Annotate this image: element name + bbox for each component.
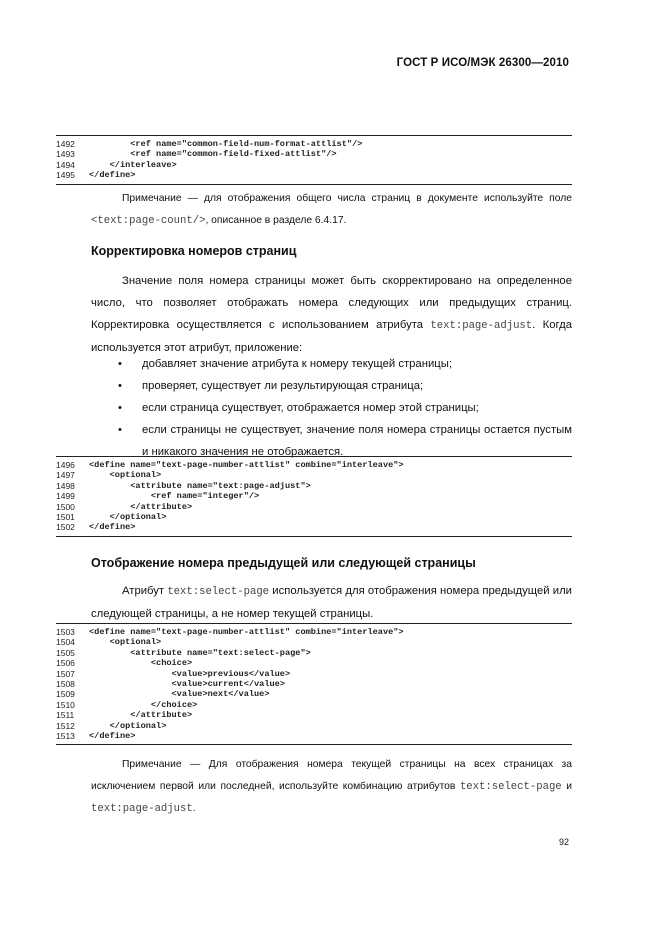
list-item: • добавляет значение атрибута к номеру текущей страницы;: [118, 353, 572, 375]
line-number: 1507: [56, 668, 75, 679]
line-number: 1508: [56, 678, 75, 689]
code-text: <value>previous</value>: [89, 668, 291, 679]
line-number: 1495: [56, 170, 75, 181]
line-number: 1496: [56, 460, 75, 470]
code-line: [56, 658, 572, 668]
code-line: [56, 470, 572, 480]
note-label: Примечание: [122, 759, 182, 770]
code-line: [56, 648, 572, 658]
code-line: [56, 460, 572, 470]
inline-code: text:select-page: [167, 586, 270, 598]
code-text: <ref name="common-field-num-format-attlist"/>: [89, 139, 363, 149]
code-line: [56, 710, 572, 720]
list-item: • проверяет, существует ли результирующая страница;: [118, 375, 572, 397]
section-heading: Корректировка номеров страниц: [91, 244, 297, 258]
line-number: 1503: [56, 627, 75, 637]
code-line: [56, 149, 572, 159]
paragraph-text: . Когда используется этот атрибут, приложение:: [91, 319, 572, 354]
page-number: 92: [558, 837, 569, 847]
code-text: <value>next</value>: [89, 689, 270, 700]
section-paragraph: [91, 580, 572, 625]
code-line: [56, 669, 572, 679]
inline-code: text:page-adjust: [91, 803, 193, 815]
line-number: 1498: [56, 480, 75, 491]
code-text: <define name="text-page-number-attlist" combine="interleave">: [89, 460, 404, 470]
code-lines: [56, 627, 572, 741]
code-rule-bottom: [56, 184, 572, 185]
line-number: 1505: [56, 647, 75, 658]
line-number: 1499: [56, 491, 75, 502]
line-number: 1501: [56, 511, 75, 522]
code-text: <attribute name="text:select-page">: [89, 647, 311, 658]
code-text: <ref name="common-field-fixed-attlist"/>: [89, 149, 337, 160]
line-number: 1500: [56, 501, 75, 512]
note-text: — Для отображения номера текущей страницы на всех страницах за исключением первой или последней, используйте комбинацию атрибутов: [91, 759, 572, 792]
inline-code: text:select-page: [459, 781, 562, 793]
code-line: [56, 721, 572, 731]
code-line: [56, 502, 572, 512]
code-text: <choice>: [89, 658, 193, 669]
code-text: </attribute>: [89, 710, 193, 721]
paragraph-text: Значение поля номера страницы может быть скорректировано на определенное число, что позволяет отображать номера следующих или предыдущих страниц. Корректировка осуществляется с использованием атрибута: [91, 275, 572, 331]
note-text: и: [561, 781, 572, 792]
line-number: 1510: [56, 699, 75, 710]
line-number: 1504: [56, 637, 75, 648]
line-number: 1512: [56, 720, 75, 731]
code-line: [56, 481, 572, 491]
bullet-icon: •: [118, 380, 122, 392]
bullet-list: [118, 353, 572, 463]
code-line: [56, 700, 572, 710]
code-text: </define>: [89, 170, 136, 181]
paragraph-text: используется для отображения номера предыдущей или следующей страницы, а не номер текущей страницы.: [91, 585, 572, 620]
code-text: </define>: [89, 522, 136, 533]
code-listing-2: [56, 456, 572, 537]
code-text: <optional>: [89, 637, 162, 648]
code-text: <define name="text-page-number-attlist" combine="interleave">: [89, 627, 404, 637]
line-number: 1494: [56, 159, 75, 170]
paragraph-text: Атрибут: [122, 585, 168, 597]
code-line: [56, 491, 572, 501]
code-line: [56, 679, 572, 689]
list-item: • если страницы не существует, значение поля номера страницы остается пустым и никакого значения не отображается.: [118, 419, 572, 463]
bullet-icon: •: [118, 424, 122, 436]
code-lines: [56, 460, 572, 533]
line-number: 1497: [56, 470, 75, 481]
note-2: [91, 754, 572, 820]
line-number: 1509: [56, 689, 75, 700]
note-text: .: [192, 803, 196, 814]
code-rule-bottom: [56, 744, 572, 745]
inline-code: text:page-adjust: [430, 320, 533, 332]
code-text: </choice>: [89, 699, 198, 710]
line-number: 1513: [56, 730, 75, 741]
code-line: [56, 139, 572, 149]
code-rule-bottom: [56, 536, 572, 537]
document-header-title: ГОСТ Р ИСО/МЭК 26300—2010: [396, 57, 569, 69]
note-text: — для отображения общего числа страниц в документе используйте поле: [181, 193, 572, 204]
bullet-icon: •: [118, 402, 122, 414]
list-item: • если страница существует, отображается номер этой страницы;: [118, 397, 572, 419]
line-number: 1493: [56, 149, 75, 160]
section-paragraph: [91, 270, 572, 359]
note-1: [91, 188, 572, 232]
code-listing-1: [56, 135, 572, 185]
code-text: </optional>: [89, 511, 167, 522]
section-heading: Отображение номера предыдущей или следующей страницы: [91, 556, 476, 570]
code-lines: [56, 139, 572, 181]
code-text: <optional>: [89, 470, 162, 481]
code-line: [56, 522, 572, 532]
line-number: 1511: [56, 710, 75, 721]
code-line: [56, 627, 572, 637]
code-text: <value>current</value>: [89, 678, 285, 689]
line-number: 1502: [56, 522, 75, 533]
code-listing-3: [56, 623, 572, 745]
code-text: </interleave>: [89, 159, 177, 170]
line-number: 1492: [56, 139, 75, 149]
note-label: Примечание: [122, 193, 182, 204]
bullet-icon: •: [118, 358, 122, 370]
code-text: <ref name="integer"/>: [89, 491, 260, 502]
code-line: [56, 512, 572, 522]
code-text: </optional>: [89, 720, 167, 731]
code-line: [56, 731, 572, 741]
code-line: [56, 170, 572, 180]
code-text: <attribute name="text:page-adjust">: [89, 480, 311, 491]
code-line: [56, 160, 572, 170]
note-text: , описанное в разделе 6.4.17.: [205, 215, 347, 226]
inline-code: <text:page-count/>: [91, 215, 206, 227]
code-line: [56, 637, 572, 647]
code-text: </define>: [89, 730, 136, 741]
code-line: [56, 689, 572, 699]
line-number: 1506: [56, 658, 75, 669]
code-text: </attribute>: [89, 501, 193, 512]
